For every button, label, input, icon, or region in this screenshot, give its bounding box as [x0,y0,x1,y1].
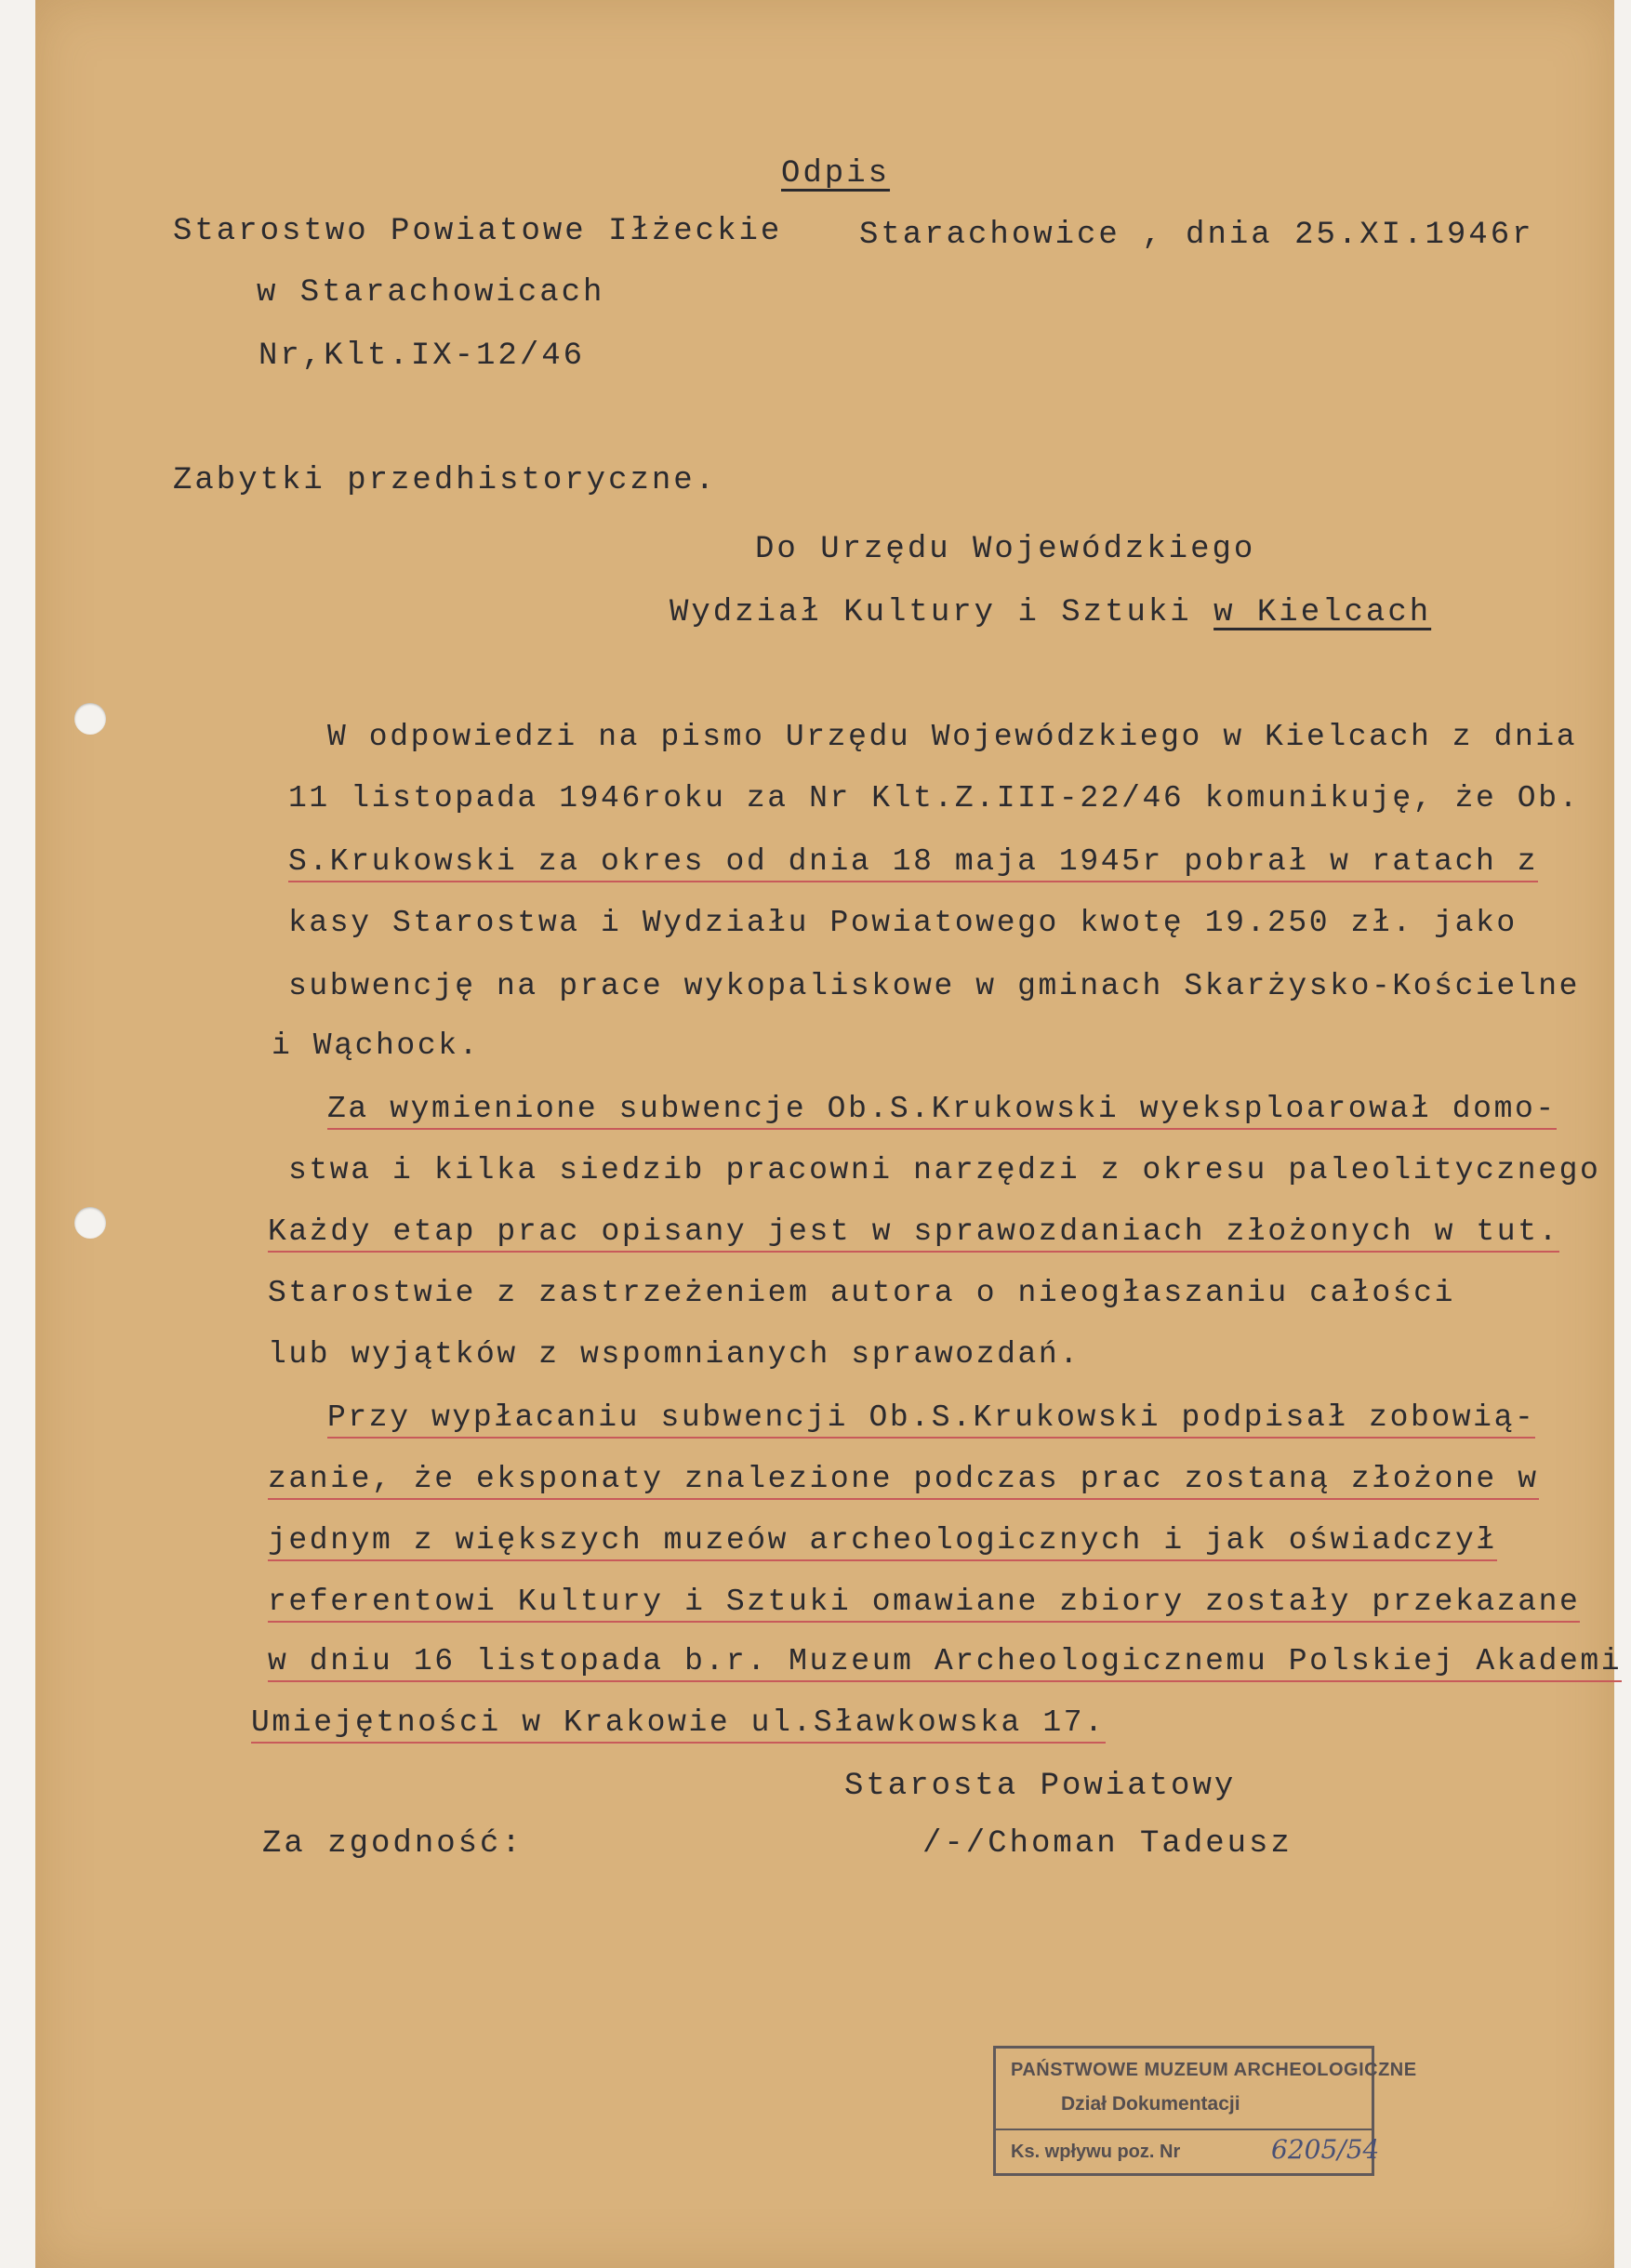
punch-hole-bottom [74,1207,106,1239]
punch-hole-top [74,703,106,735]
recipient-line-2 [670,597,1431,629]
body-line: i Wąchock. [272,1028,481,1063]
stamp-register-label: Ks. wpływu poz. Nr [1011,2142,1181,2162]
body-line: W odpowiedzi na pismo Urzędu Wojewódzkiego w Kielcach z dnia [327,720,1578,754]
recipient-department: Wydział Kultury i Sztuki [670,595,1214,630]
reference-number: Nr,Klt.IX-12/46 [259,338,586,374]
document-title: Odpis [781,156,891,192]
stamp-department: Dział Dokumentacji [1061,2093,1240,2115]
recipient-city: w Kielcach [1213,595,1432,630]
stamp-institution: PAŃSTWOWE MUZEUM ARCHEOLOGICZNE [1011,2060,1417,2080]
museum-stamp [993,2046,1417,2176]
stamp-register-number: 6205/54 [1271,2134,1380,2165]
body-line: 11 listopada 1946roku za Nr Klt.Z.III-22/46 komunikuję, że Ob. [288,781,1580,816]
body-line: zanie, że eksponaty znalezione podczas prac zostaną złożone w [268,1464,1539,1500]
body-line: jednym z większych muzeów archeologicznych i jak oświadczył [268,1525,1497,1561]
stamp-divider [996,2129,1372,2130]
office-name: Starostwo Powiatowe Iłżeckie [173,214,783,249]
body-line: lub wyjątków z wspomnianych sprawozdań. [268,1337,1081,1372]
recipient-line-1: Do Urzędu Wojewódzkiego [755,532,1256,567]
subject-line: Zabytki przedhistoryczne. [173,463,718,498]
body-line: w dniu 16 listopada b.r. Muzeum Archeologicznemu Polskiej Akademi [268,1646,1622,1682]
signatory-name: /-/Choman Tadeusz [922,1826,1293,1862]
body-line: stwa i kilka siedzib pracowni narzędzi z okresu paleolitycznego [288,1153,1601,1187]
body-line: Za wymienione subwencje Ob.S.Krukowski wyeksploarował domo- [327,1094,1557,1130]
place-date: Starachowice , dnia 25.XI.1946r [859,218,1534,253]
office-location: w Starachowicach [257,275,605,311]
body-line: Umiejętności w Krakowie ul.Sławkowska 17. [251,1707,1106,1744]
body-line: S.Krukowski za okres od dnia 18 maja 1945r pobrał w ratach z [288,846,1538,882]
body-line: subwencję na prace wykopaliskowe w gminach Skarżysko-Kościelne [288,969,1580,1003]
body-line: referentowi Kultury i Sztuki omawiane zbiory zostały przekazane [268,1586,1580,1623]
body-line: Przy wypłacaniu subwencji Ob.S.Krukowski podpisał zobowią- [327,1402,1535,1439]
signatory-title: Starosta Powiatowy [844,1769,1237,1804]
conformity-label: Za zgodność: [262,1826,524,1862]
body-line: Starostwie z zastrzeżeniem autora o nieogłaszaniu całości [268,1276,1455,1310]
body-line: Każdy etap prac opisany jest w sprawozdaniach złożonych w tut. [268,1216,1559,1253]
body-line: kasy Starostwa i Wydziału Powiatowego kwotę 19.250 zł. jako [288,906,1518,940]
